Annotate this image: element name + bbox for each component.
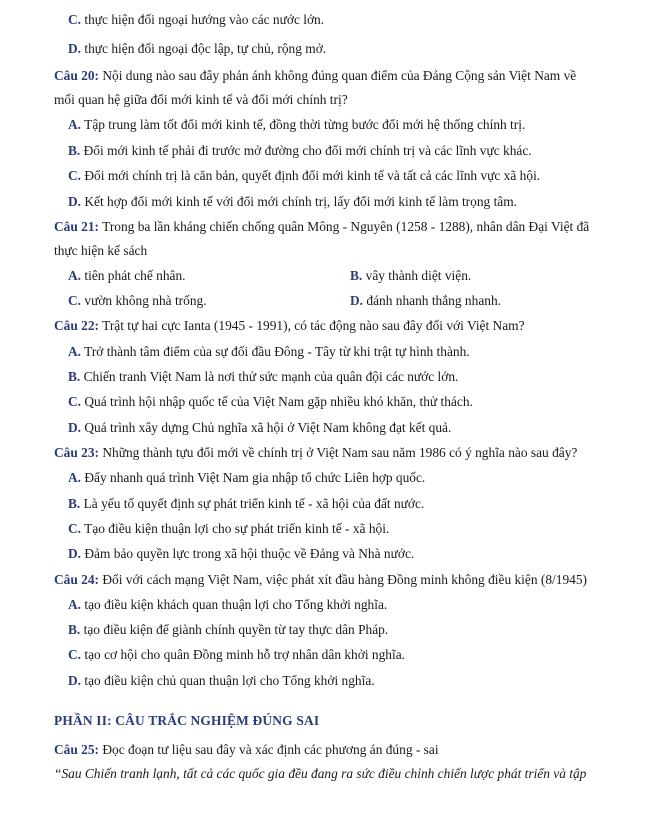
question-label: Câu 22: [54, 318, 100, 333]
answer-option-label: A. [68, 470, 82, 485]
answer-option [68, 344, 470, 360]
question-text: Trong ba lần kháng chiến chống quân Mông - Nguyên (1258 - 1288), nhân dân Đại Việt đã [99, 219, 590, 234]
question-text: Nội dung nào sau đây phản ánh không đúng quan điểm của Đảng Cộng sản Việt Nam về [99, 68, 577, 83]
answer-option [68, 647, 405, 663]
answer-option [68, 546, 414, 562]
answer-option [68, 41, 326, 57]
question-label: Câu 20: [54, 68, 100, 83]
answer-option-label: A. [68, 597, 82, 612]
question-label: Câu 21: [54, 219, 100, 234]
answer-option [68, 420, 451, 436]
question [54, 318, 525, 334]
answer-option-label: A. [68, 117, 82, 132]
section-heading [54, 713, 319, 729]
answer-option-text: đánh nhanh thắng nhanh. [363, 293, 501, 308]
question-label: Câu 24: [54, 572, 100, 587]
answer-option [68, 622, 388, 638]
question [54, 572, 587, 588]
answer-option-text: Chiến tranh Việt Nam là nơi thử sức mạnh của quân đội các nước lớn. [80, 369, 459, 384]
answer-option-text: Quá trình hội nhập quốc tế của Việt Nam gặp nhiều khó khăn, thử thách. [81, 394, 473, 409]
answer-option-text: Trở thành tâm điểm của sự đối đầu Đông - Tây từ khi trật tự hình thành. [81, 344, 470, 359]
answer-option-label: C. [68, 12, 82, 27]
answer-option-label: B. [350, 268, 363, 283]
question-label: Câu 25: [54, 742, 100, 757]
answer-option-text: thực hiện đối ngoại hướng vào các nước lớn. [81, 12, 325, 27]
answer-option-text: tạo điều kiện khách quan thuận lợi cho Tổng khởi nghĩa. [81, 597, 388, 612]
question-label: Câu 23: [54, 445, 100, 460]
answer-option-label: B. [68, 143, 81, 158]
question-text: Đọc đoạn tư liệu sau đây và xác định các phương án đúng - sai [99, 742, 439, 757]
answer-option-text: Tập trung làm tốt đổi mới kinh tế, đồng thời từng bước đổi mới hệ thống chính trị. [81, 117, 526, 132]
question-continuation [54, 92, 348, 108]
answer-option [68, 369, 458, 385]
answer-option [68, 394, 473, 410]
answer-option-label: D. [68, 673, 82, 688]
answer-option [350, 268, 471, 284]
quote-text [54, 766, 586, 782]
answer-option-label: C. [68, 647, 82, 662]
answer-option-label: D. [68, 420, 82, 435]
answer-option-label: D. [350, 293, 364, 308]
answer-option-label: D. [68, 546, 82, 561]
question [54, 742, 439, 758]
answer-option-text: thực hiện đối ngoại độc lập, tự chủ, rộng mở. [81, 41, 327, 56]
answer-option-text: Đổi mới chính trị là căn bản, quyết định đổi mới kinh tế và tất cả các lĩnh vực xã hội. [81, 168, 541, 183]
answer-option [68, 143, 532, 159]
answer-option [350, 293, 501, 309]
answer-option-label: B. [68, 496, 81, 511]
answer-option-text: tạo cơ hội cho quân Đồng minh hỗ trợ nhân dân khởi nghĩa. [81, 647, 405, 662]
answer-option-label: D. [68, 194, 82, 209]
answer-option-label: A. [68, 268, 82, 283]
answer-option-label: B. [68, 369, 81, 384]
answer-option-text: Đổi mới kinh tế phải đi trước mở đường cho đổi mới chính trị và các lĩnh vực khác. [80, 143, 532, 158]
answer-option [68, 12, 324, 28]
answer-option [68, 293, 207, 309]
question-text: Trật tự hai cực Ianta (1945 - 1991), có tác động nào sau đây đối với Việt Nam? [99, 318, 525, 333]
answer-option-label: A. [68, 344, 82, 359]
answer-option-text: vây thành diệt viện. [362, 268, 472, 283]
answer-option-text: Đảm bảo quyền lực trong xã hội thuộc về Đảng và Nhà nước. [81, 546, 415, 561]
answer-option [68, 117, 525, 133]
question-text: Những thành tựu đổi mới về chính trị ở Việt Nam sau năm 1986 có ý nghĩa nào sau đây? [99, 445, 578, 460]
answer-option-text: tạo điều kiện chủ quan thuận lợi cho Tổng khởi nghĩa. [81, 673, 375, 688]
question-text: Đối với cách mạng Việt Nam, việc phát xít đầu hàng Đồng minh không điều kiện (8/1945) [99, 572, 588, 587]
answer-option [68, 168, 540, 184]
question-continuation [54, 243, 147, 259]
answer-option-label: C. [68, 521, 82, 536]
answer-option [68, 194, 517, 210]
answer-option-text: tạo điều kiện để giành chính quyền từ tay thực dân Pháp. [80, 622, 389, 637]
quote-text-text: “Sau Chiến tranh lạnh, tất cả các quốc gia đều đang ra sức điều chỉnh chiến lược phát triển và tập [54, 766, 587, 781]
answer-option-text: tiên phát chế nhân. [81, 268, 186, 283]
section-heading-text: PHẦN II: CÂU TRẮC NGHIỆM ĐÚNG SAI [54, 713, 320, 728]
answer-option [68, 597, 387, 613]
answer-option-label: D. [68, 41, 82, 56]
question-continuation-text: mối quan hệ giữa đổi mới kinh tế và đổi mới chính trị? [54, 92, 348, 107]
answer-option-label: C. [68, 394, 82, 409]
answer-option-label: C. [68, 168, 82, 183]
answer-option [68, 268, 186, 284]
question [54, 219, 589, 235]
question [54, 445, 577, 461]
answer-option [68, 673, 375, 689]
answer-option-label: C. [68, 293, 82, 308]
question [54, 68, 576, 84]
answer-option-label: B. [68, 622, 81, 637]
answer-option-text: Kết hợp đổi mới kinh tế với đổi mới chính trị, lấy đổi mới kinh tế làm trọng tâm. [81, 194, 517, 209]
answer-option [68, 521, 389, 537]
answer-option-text: vườn không nhà trống. [81, 293, 207, 308]
answer-option-text: Tạo điều kiện thuận lợi cho sự phát triển kinh tế - xã hội. [81, 521, 390, 536]
answer-option-text: Quá trình xây dựng Chủ nghĩa xã hội ở Việt Nam không đạt kết quả. [81, 420, 452, 435]
question-continuation-text: thực hiện kế sách [54, 243, 148, 258]
answer-option-text: Đẩy nhanh quá trình Việt Nam gia nhập tổ chức Liên hợp quốc. [81, 470, 426, 485]
answer-option [68, 496, 424, 512]
answer-option [68, 470, 425, 486]
answer-option-text: Là yếu tố quyết định sự phát triển kinh tế - xã hội của đất nước. [80, 496, 425, 511]
